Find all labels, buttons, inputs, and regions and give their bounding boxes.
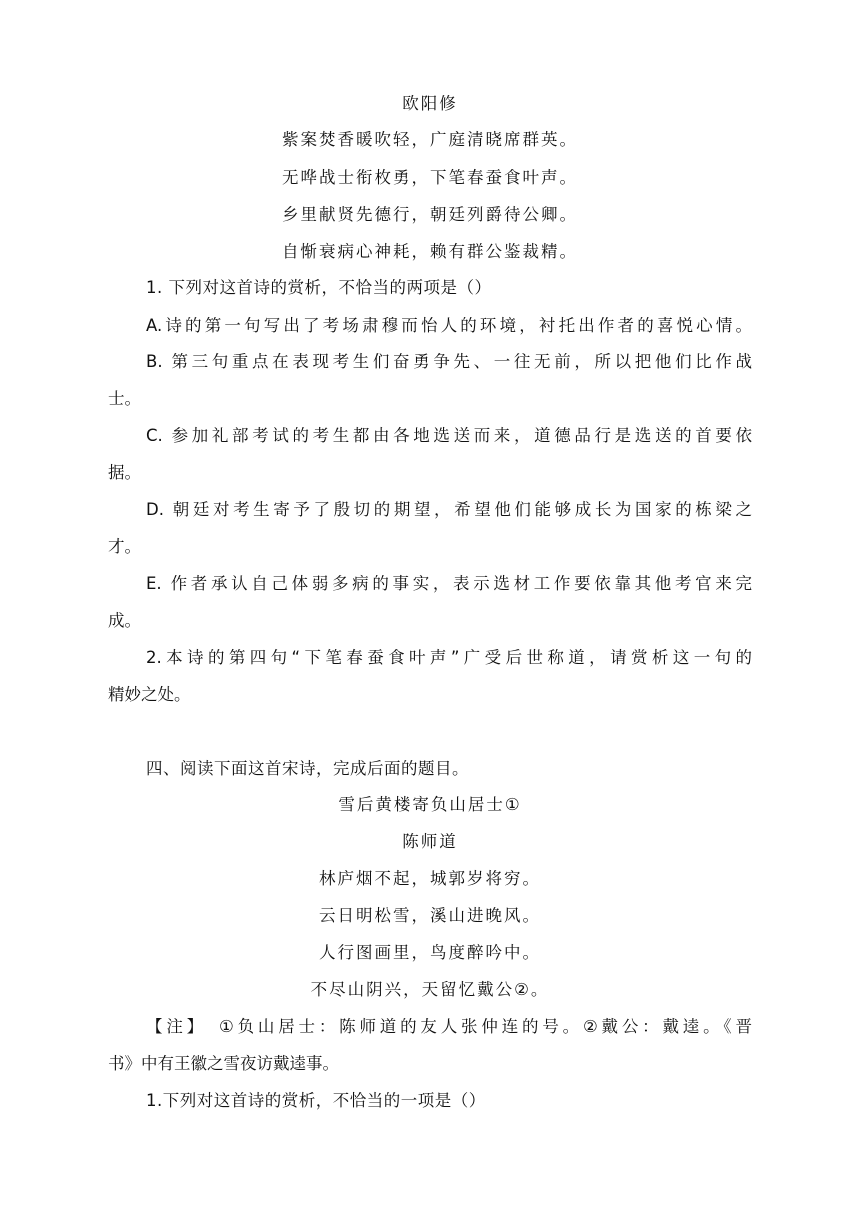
option-e-line-1: E. 作者承认自己体弱多病的事实，表示选材工作要依靠其他考官来完 bbox=[146, 574, 752, 593]
option-d-line-1: D. 朝廷对考生寄予了殷切的期望，希望他们能够成长为国家的栋梁之 bbox=[146, 500, 752, 519]
poem1-line-1: 紫案焚香暖吹轻，广庭清晓席群英。 bbox=[282, 130, 578, 149]
poem2-note-line-1: 【注】 ①负山居士：陈师道的友人张仲连的号。②戴公：戴逵。《晋 bbox=[146, 1017, 752, 1036]
option-e-line-2: 成。 bbox=[108, 611, 141, 630]
poem2-line-3: 人行图画里，鸟度醉吟中。 bbox=[319, 943, 541, 962]
section-4-question-1: 1.下列对这首诗的赏析，不恰当的一项是（） bbox=[146, 1091, 486, 1110]
option-b-line-2: 士。 bbox=[108, 389, 141, 408]
option-c-line-1: C. 参加礼部考试的考生都由各地选送而来，道德品行是选送的首要依 bbox=[146, 426, 752, 445]
question-2-line-1: 2.本诗的第四句“下笔春蚕食叶声”广受后世称道，请赏析这一句的 bbox=[146, 648, 752, 667]
poem1-line-4: 自惭衰病心神耗，赖有群公鉴裁精。 bbox=[282, 242, 578, 261]
poem2-line-4: 不尽山阴兴，天留忆戴公②。 bbox=[310, 980, 550, 999]
poem1-author: 欧阳修 bbox=[402, 94, 458, 113]
poem1-line-3: 乡里献贤先德行，朝廷列爵待公卿。 bbox=[282, 205, 578, 224]
option-c-line-2: 据。 bbox=[108, 463, 141, 482]
poem2-author: 陈师道 bbox=[402, 832, 458, 851]
option-d-line-2: 才。 bbox=[108, 537, 141, 556]
section-4-heading: 四、阅读下面这首宋诗，完成后面的题目。 bbox=[146, 759, 469, 778]
question-1: 1. 下列对这首诗的赏析，不恰当的两项是（） bbox=[146, 278, 492, 297]
poem2-note-line-2: 书》中有王徽之雪夜访戴逵事。 bbox=[108, 1054, 339, 1073]
poem2-line-2: 云日明松雪，溪山进晚风。 bbox=[319, 906, 541, 925]
poem1-line-2: 无哗战士衔枚勇，下笔春蚕食叶声。 bbox=[282, 168, 578, 187]
option-a: A.诗的第一句写出了考场肃穆而怡人的环境，衬托出作者的喜悦心情。 bbox=[146, 316, 752, 335]
option-b-line-1: B. 第三句重点在表现考生们奋勇争先、一往无前，所以把他们比作战 bbox=[146, 352, 752, 371]
poem2-title: 雪后黄楼寄负山居士① bbox=[338, 795, 522, 814]
poem2-line-1: 林庐烟不起，城郭岁将穷。 bbox=[319, 869, 541, 888]
question-2-line-2: 精妙之处。 bbox=[108, 685, 191, 704]
